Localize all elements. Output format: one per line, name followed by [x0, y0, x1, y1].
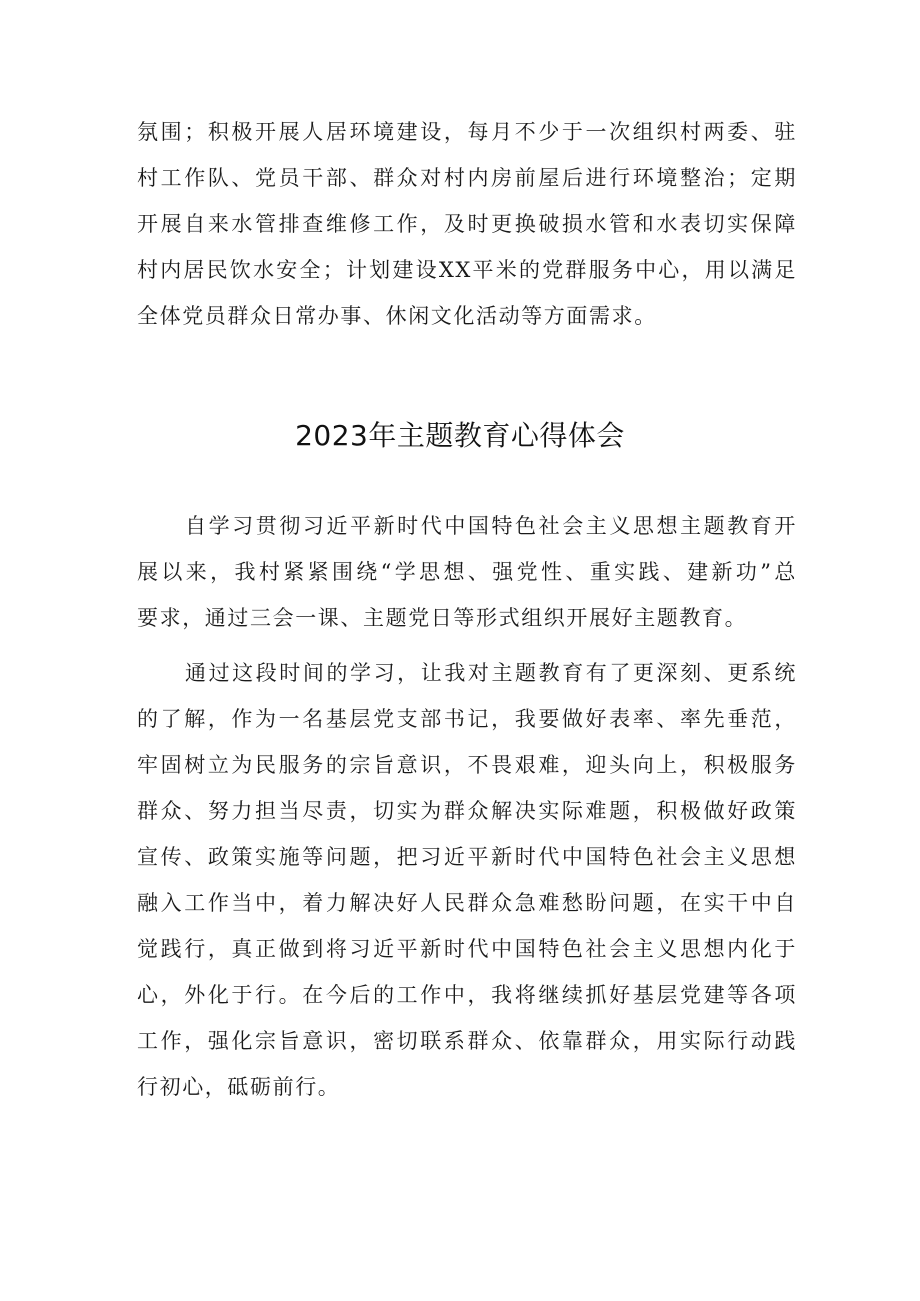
paragraph-line: 牢固树立为民服务的宗旨意识，不畏艰难，迎头向上，积极服务 — [137, 753, 797, 777]
paragraph-line: 工作，强化宗旨意识，密切联系群众、依靠群众，用实际行动践 — [137, 1029, 797, 1053]
paragraph-line: 宣传、政策实施等问题，把习近平新时代中国特色社会主义思想 — [137, 845, 797, 869]
paragraph-line: 村内居民饮水安全；计划建设XX平米的党群服务中心，用以满足 — [137, 258, 797, 282]
paragraph-line: 心，外化于行。在今后的工作中，我将继续抓好基层党建等各项 — [137, 983, 797, 1007]
paragraph-line: 开展自来水管排查维修工作，及时更换破损水管和水表切实保障 — [137, 212, 797, 236]
paragraph-line: 全体党员群众日常办事、休闲文化活动等方面需求。 — [137, 304, 657, 328]
paragraph-line: 觉践行，真正做到将习近平新时代中国特色社会主义思想内化于 — [137, 937, 797, 961]
paragraph-line: 的了解，作为一名基层党支部书记，我要做好表率、率先垂范， — [137, 707, 797, 731]
paragraph-1 — [137, 503, 797, 641]
paragraph-line: 通过这段时间的学习，让我对主题教育有了更深刻、更系统 — [185, 661, 797, 685]
paragraph-line: 展以来，我村紧紧围绕“学思想、强党性、重实践、建新功”总 — [137, 560, 797, 584]
paragraph-line: 群众、努力担当尽责，切实为群众解决实际难题，积极做好政策 — [137, 799, 797, 823]
document-title: 2023年主题教育心得体会 — [295, 419, 625, 452]
paragraph-line: 氛围；积极开展人居环境建设，每月不少于一次组织村两委、驻 — [137, 120, 797, 144]
paragraph-2 — [137, 650, 797, 1110]
top-paragraph — [137, 109, 797, 339]
paragraph-line: 自学习贯彻习近平新时代中国特色社会主义思想主题教育开 — [185, 514, 797, 538]
paragraph-line: 行初心，砥砺前行。 — [137, 1075, 341, 1099]
paragraph-line: 要求，通过三会一课、主题党日等形式组织开展好主题教育。 — [137, 606, 748, 630]
paragraph-line: 融入工作当中，着力解决好人民群众急难愁盼问题，在实干中自 — [137, 891, 797, 915]
paragraph-line: 村工作队、党员干部、群众对村内房前屋后进行环境整治；定期 — [137, 166, 797, 190]
